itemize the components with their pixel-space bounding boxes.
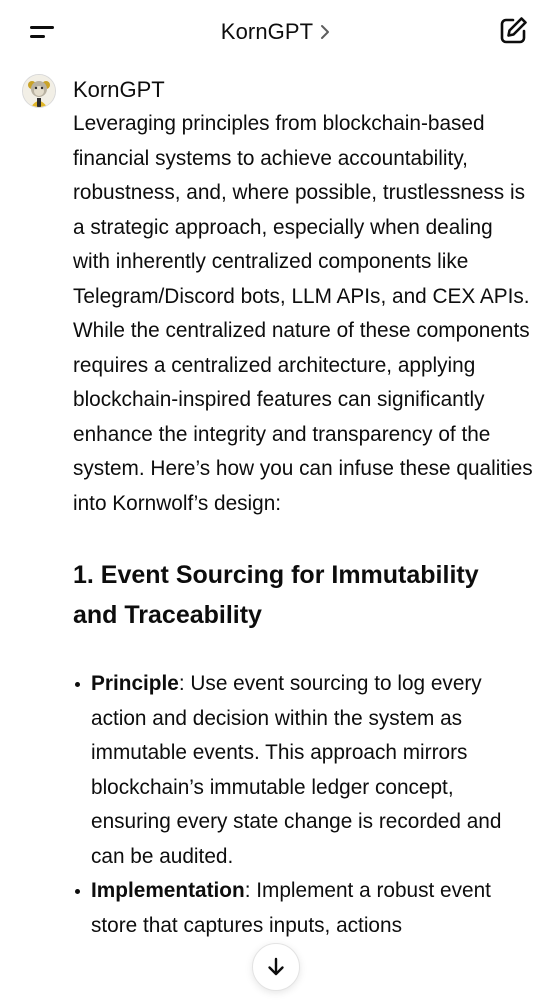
model-selector[interactable] [0,16,552,48]
section-heading: 1. Event Sourcing for Immutability and Traceability [73,561,479,629]
bullet-text: : Implement a robust event store that captures inputs, actions [91,879,491,937]
bullet-term: Implementation [91,879,245,902]
bullet-dot [75,889,80,894]
bot-avatar-icon [23,75,55,107]
bullet-term: Principle [91,672,179,695]
top-bar [0,0,552,64]
list-item [73,874,533,943]
message-author: KornGPT [73,77,165,102]
new-chat-icon [496,14,530,48]
avatar [22,74,56,108]
bullet-list [73,667,533,943]
app-title: KornGPT [220,19,314,44]
bullet-dot [75,682,80,687]
scroll-to-bottom-button[interactable] [252,943,300,991]
bullet-text: : Use event sourcing to log every action and decision within the system as immutable events. This approach mirrors blockchain’s immutable ledger concept, ensuring every state change is recorded and can be audited. [91,672,502,868]
list-item [73,667,533,874]
message-body [73,107,533,521]
intro-paragraph: Leveraging principles from blockchain-based financial systems to achieve accountability, robustness, and, where possible, trustlessness is a strategic approach, especially when dealing with inherently centralized components like Telegram/Discord bots, LLM APIs, and CEX APIs. While the centralized nature of these components requires a centralized architecture, applying blockchain-inspired features can significantly enhance the integrity and transparency of the system. Here’s how you can infuse these qualities into Kornwolf’s design: [73,112,533,515]
new-chat-button[interactable] [496,14,530,48]
arrow-down-icon [265,956,287,978]
chevron-right-icon [319,23,331,41]
